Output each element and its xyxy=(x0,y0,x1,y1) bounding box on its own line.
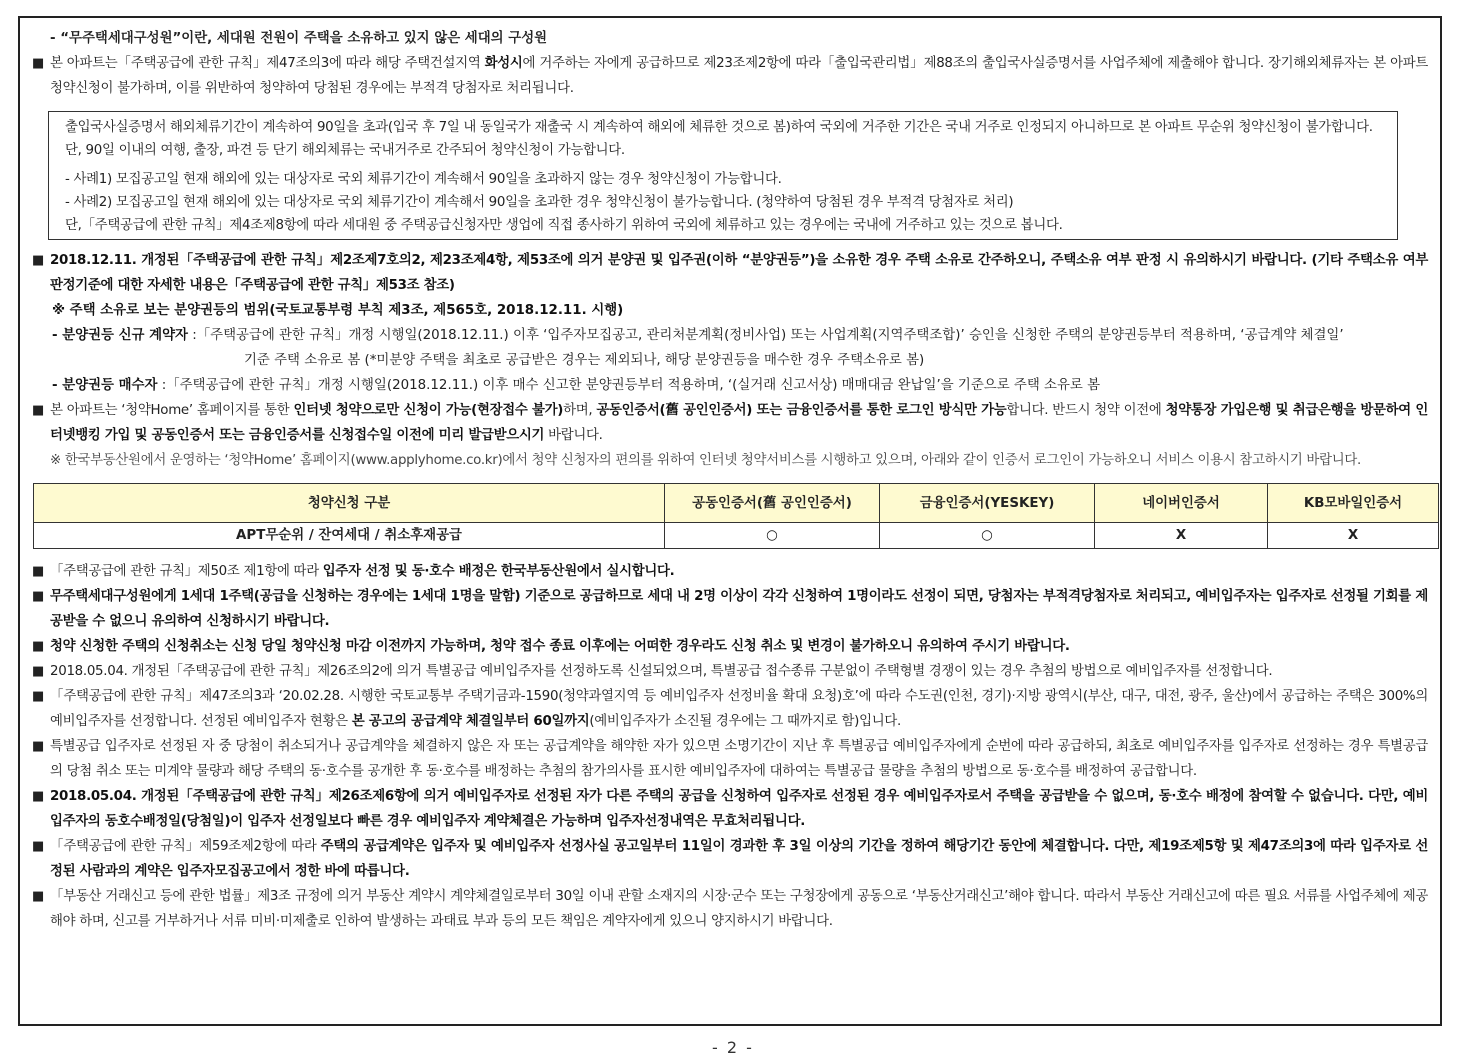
paragraph-one-house-per-household: ■ 무주택세대구성원에게 1세대 1주택(공급을 신청하는 경우에는 1세대 1명을 말함) 기준으로 공급하므로 세대 내 2명 이상이 각각 신청하여 1명이라도 선정이 되면, 당첨자는 부적격당첨자로 처리되고, 예비입주자는 입주자로 선정될 기회를 제공받을 수 없으니 유의하여 신청하시기 바랍니다. xyxy=(32,584,1428,634)
bullet-icon: ■ xyxy=(32,664,44,679)
table-cell: X xyxy=(1268,523,1439,549)
presale-rights-note: ※ 주택 소유로 보는 분양권등의 범위(국토교통부령 부칙 제3조, 제565호, 2018.12.11. 시행) xyxy=(52,303,624,318)
paragraph-selection-agency: ■ 「주택공급에 관한 규칙」제50조 제1항에 따라 입주자 선정 및 동·호수 배정은 한국부동산원에서 실시합니다. xyxy=(32,559,1428,584)
bullet-icon: ■ xyxy=(32,889,44,904)
paragraph-residence-requirement: ■ 본 아파트는「주택공급에 관한 규칙」제47조의3에 따라 해당 주택건설지역 화성시에 거주하는 자에게 공급하므로 제23조제2항에 따라「출입국관리법」제88조의 출입국사실증명서를 사업주체에 제출해야 합니다. 장기해외체류자는 본 아파트 청약신청이 불가하며, 이를 위반하여 청약하여 당첨된 경우에는 부적격 당첨자로 처리됩니다. xyxy=(32,51,1428,101)
table-cell: X xyxy=(1095,523,1268,549)
bullet-icon: ■ xyxy=(32,564,44,579)
bullet-icon: ■ xyxy=(32,589,44,604)
paragraph-special-supply-reserve: ■ 특별공급 입주자로 선정된 자 중 당첨이 취소되거나 공급계약을 체결하지 않은 자 또는 공급계약을 해약한 자가 있으면 소명기간이 지난 후 특별공급 예비입주자에게 순번에 따라 공급하되, 최초로 예비입주자를 입주자로 선정하는 경우 특별공급의 당첨 취소 또는 미계약 물량과 해당 주택의 동·호수를 공개한 후 동·호수를 배정하는 추첨의 참가의사를 표시한 예비입주자에 대하여는 특별공급 물량을 추첨의 방법으로 동·호수를 배정하여 공급합니다. xyxy=(32,734,1428,784)
certificate-table xyxy=(33,483,1439,549)
bullet-icon: ■ xyxy=(32,839,44,854)
bullet-icon: ■ xyxy=(32,56,44,71)
presale-new-contractor: - 분양권등 신규 계약자 :「주택공급에 관한 규칙」개정 시행일(2018.12.11.) 이후 ‘입주자모집공고, 관리처분계획(정비사업) 또는 사업계획(지역주택조합)’ 승인을 신청한 주택의 분양권등부터 적용하며, ‘공급계약 체결일’ xyxy=(52,328,1344,343)
table-cell: ○ xyxy=(880,523,1095,549)
applyhome-note: ※ 한국부동산원에서 운영하는 ‘청약Home’ 홈페이지(www.applyhome.co.kr)에서 청약 신청자의 편의를 위하여 인터넷 청약서비스를 시행하고 있으며, 아래와 같이 인증서 로그인이 가능하오니 서비스 이용시 참고하시기 바랍니다. xyxy=(50,453,1361,468)
bullet-icon: ■ xyxy=(32,689,44,704)
paragraph-contract-period: ■ 「주택공급에 관한 규칙」제59조제2항에 따라 주택의 공급계약은 입주자 및 예비입주자 선정사실 공고일부터 11일이 경과한 후 3일 이상의 기간을 정하여 해당기간 동안에 체결합니다. 다만, 제19조제5항 및 제47조의3에 따라 입주자로 선정된 사람과의 계약은 입주자모집공고에서 정한 바에 따릅니다. xyxy=(32,834,1428,884)
paragraph-reserve-restriction: ■ 2018.05.04. 개정된「주택공급에 관한 규칙」제26조제6항에 의거 예비입주자로 선정된 자가 다른 주택의 공급을 신청하여 입주자로 선정된 경우 예비입주자로서 주택을 공급받을 수 없으며, 동·호수 배정에 참여할 수 없습니다. 다만, 예비입주자의 동호수배정일(당첨일)이 입주자 선정일보다 빠른 경우 예비입주자 계약체결은 가능하며 입주자선정내역은 무효처리됩니다. xyxy=(32,784,1428,834)
page-frame xyxy=(18,16,1442,1026)
paragraph-special-reserve: ■ 2018.05.04. 개정된「주택공급에 관한 규칙」제26조의2에 의거 특별공급 예비입주자를 선정하도록 신설되었으며, 특별공급 접수종류 구분없이 주택형별 경쟁이 있는 경우 추첨의 방법으로 예비입주자를 선정합니다. xyxy=(32,659,1428,684)
bullet-icon: ■ xyxy=(32,739,44,754)
bullet-icon: ■ xyxy=(32,403,44,418)
table-row xyxy=(34,523,1439,549)
paragraph-transaction-report: ■ 「부동산 거래신고 등에 관한 법률」제3조 규정에 의거 부동산 계약시 계약체결일로부터 30일 이내 관할 소재지의 시장·군수 또는 구청장에게 공동으로 ‘부동산거래신고’해야 합니다. 따라서 부동산 거래신고에 따른 필요 서류를 사업주체에 제공해야 하며, 신고를 거부하거나 서류 미비·미제출로 인하여 발생하는 과태료 부과 등의 모든 책임은 계약자에게 있으니 양지하시기 바랍니다. xyxy=(32,884,1428,934)
box-exception: 단,「주택공급에 관한 규칙」제4조제8항에 따라 세대원 중 주택공급신청자만 생업에 직접 종사하기 위하여 국외에 체류하고 있는 경우에는 국내에 거주하고 있는 것으로 봅니다. xyxy=(65,218,1063,233)
table-cell: APT무순위 / 잔여세대 / 취소후재공급 xyxy=(34,523,665,549)
table-header-cell: 청약신청 구분 xyxy=(34,484,665,523)
paragraph-cancellation: ■ 청약 신청한 주택의 신청취소는 신청 당일 청약신청 마감 이전까지 가능하며, 청약 접수 종료 이후에는 어떠한 경우라도 신청 취소 및 변경이 불가하오니 유의하여 주시기 바랍니다. xyxy=(32,634,1428,659)
bullet-icon: ■ xyxy=(32,639,44,654)
paragraph-online-application: ■ 본 아파트는 ‘청약Home’ 홈페이지를 통한 인터넷 청약으로만 신청이 가능(현장접수 불가)하며, 공동인증서(舊 공인인증서) 또는 금융인증서를 통한 로그인 방식만 가능합니다. 반드시 청약 이전에 청약통장 가입은행 및 취급은행을 방문하여 인터넷뱅킹 가입 및 공동인증서 또는 금융인증서를 신청접수일 이전에 미리 발급받으시기 바랍니다. xyxy=(32,398,1428,448)
presale-new-contractor-cont: 기준 주택 소유로 봄 (*미분양 주택을 최초로 공급받은 경우는 제외되나, 해당 분양권등을 매수한 경우 주택소유로 봄) xyxy=(244,353,925,368)
box-case-2: - 사례2) 모집공고일 현재 해외에 있는 대상자로 국외 체류기간이 계속해서 90일을 초과한 경우 청약신청이 불가능합니다. (청약하여 당첨된 경우 부적격 당첨자로 처리) xyxy=(65,195,1014,210)
box-case-1: - 사례1) 모집공고일 현재 해외에 있는 대상자로 국외 체류기간이 계속해서 90일을 초과하지 않는 경우 청약신청이 가능합니다. xyxy=(65,172,782,187)
page-number: - 2 - xyxy=(712,1038,754,1057)
bullet-icon: ■ xyxy=(32,789,44,804)
box-line-1: 출입국사실증명서 해외체류기간이 계속하여 90일을 초과(입국 후 7일 내 동일국가 재출국 시 계속하여 해외에 체류한 것으로 봄)하여 국외에 거주한 기간은 국내 거주로 인정되지 아니하므로 본 아파트 무순위 청약신청이 불가합니다. 단, 90일 이내의 여행, 출장, 파견 등 단기 해외체류는 국내거주로 간주되어 청약신청이 가능합니다. xyxy=(65,120,1373,158)
bullet-icon: ■ xyxy=(32,253,44,268)
table-header-cell: 네이버인증서 xyxy=(1095,484,1268,523)
intro-definition: - “무주택세대구성원”이란, 세대원 전원이 주택을 소유하고 있지 않은 세대의 구성원 xyxy=(50,31,548,46)
table-header-row xyxy=(34,484,1439,523)
table-header-cell: KB모바일인증서 xyxy=(1268,484,1439,523)
table-header-cell: 금융인증서(YESKEY) xyxy=(880,484,1095,523)
presale-buyer: - 분양권등 매수자 :「주택공급에 관한 규칙」개정 시행일(2018.12.11.) 이후 매수 신고한 분양권등부터 적용하며, ‘(실거래 신고서상) 매매대금 완납일’을 기준으로 주택 소유로 봄 xyxy=(52,378,1101,393)
document-body xyxy=(32,26,1428,934)
table-header-cell: 공동인증서(舊 공인인증서) xyxy=(665,484,880,523)
overseas-stay-notice-box xyxy=(48,111,1398,240)
paragraph-reserve-ratio: ■ 「주택공급에 관한 규칙」제47조의3과 ‘20.02.28. 시행한 국토교통부 주택기금과-1590(청약과열지역 등 예비입주자 선정비율 확대 요청)호’에 따라 수도권(인천, 경기)·지방 광역시(부산, 대구, 대전, 광주, 울산)에서 공급하는 주택은 300%의 예비입주자를 선정합니다. 선정된 예비입주자 현황은 본 공고의 공급계약 체결일부터 60일까지(예비입주자가 소진될 경우에는 그 때까지로 함)입니다. xyxy=(32,684,1428,734)
table-cell: ○ xyxy=(665,523,880,549)
paragraph-presale-rights: ■ 2018.12.11. 개정된「주택공급에 관한 규칙」제2조제7호의2, 제23조제4항, 제53조에 의거 분양권 및 입주권(이하 “분양권등”)을 소유한 경우 주택 소유로 간주하오니, 주택소유 여부 판정 시 유의하시기 바랍니다. (기타 주택소유 여부 판정기준에 대한 자세한 내용은「주택공급에 관한 규칙」제53조 참조) xyxy=(32,248,1428,298)
